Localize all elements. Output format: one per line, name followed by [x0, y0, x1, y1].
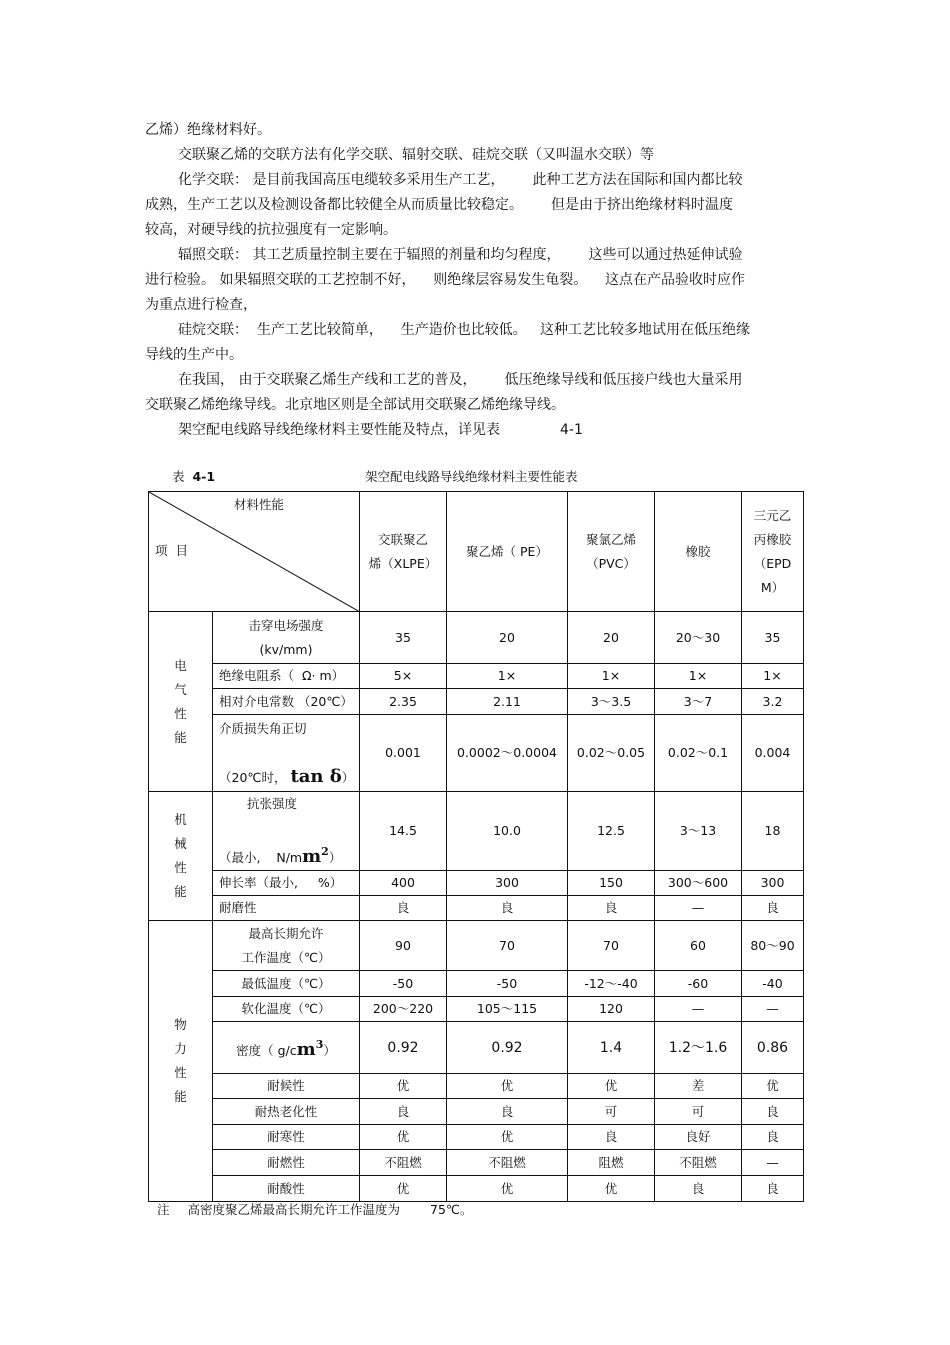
cell-value: 优: [568, 1074, 655, 1099]
cell-value: 优: [447, 1125, 568, 1150]
item-tensile-strength: 抗张强度 （最小, $N/mm^2$）: [213, 792, 360, 871]
table-row: [149, 792, 804, 871]
paragraph-12: 交联聚乙烯绝缘导线。北京地区则是全部试用交联聚乙烯绝缘导线。: [145, 397, 565, 413]
table-row: [149, 1099, 804, 1125]
group-mechanical: 机 械 性 能: [149, 792, 213, 921]
table-row: [149, 1176, 804, 1202]
cell-value: 1×: [655, 664, 742, 689]
header-material-properties: 材料性能: [234, 497, 285, 512]
paragraph-7: 进行检验。 如果辐照交联的工艺控制不好， 则绝缘层容易发生龟裂。 这点在产品验收时应作: [145, 272, 746, 288]
cell-value: 良: [655, 1176, 742, 1202]
table-row: [149, 871, 804, 896]
item-loss-tangent: 介质损失角正切 （20℃时， tan δ）: [213, 715, 360, 792]
cell-value: 3～13: [655, 792, 742, 871]
tan-delta-formula: tan δ: [290, 765, 342, 787]
table-number: 4-1: [192, 469, 216, 484]
cell-value: 120: [568, 997, 655, 1022]
cell-value: 300: [742, 871, 804, 896]
cell-value: 2.35: [360, 689, 447, 715]
cell-value: 5×: [360, 664, 447, 689]
properties-table: [148, 491, 804, 1202]
cell-value: 优: [447, 1074, 568, 1099]
cell-value: 3.2: [742, 689, 804, 715]
table-row: [149, 997, 804, 1022]
cell-value: 90: [360, 921, 447, 971]
cell-value: 可: [655, 1099, 742, 1125]
cell-value: 良: [360, 1099, 447, 1125]
cell-value: 300: [447, 871, 568, 896]
cell-value: 良: [742, 1125, 804, 1150]
table-row: [149, 896, 804, 921]
cell-value: 良: [447, 896, 568, 921]
cell-value: 3～3.5: [568, 689, 655, 715]
item-dielectric-constant: 相对介电常数 （20℃）: [213, 689, 360, 715]
table-row: [149, 689, 804, 715]
cell-value: 0.02～0.05: [568, 715, 655, 792]
cell-value: 1×: [447, 664, 568, 689]
cell-value: 优: [742, 1074, 804, 1099]
item-breakdown-strength: 击穿电场强度 (kv/mm): [213, 612, 360, 664]
paragraph-3: 化学交联： 是目前我国高压电缆较多采用生产工艺， 此种工艺方法在国际和国内都比较: [178, 172, 743, 188]
item-max-operating-temp: 最高长期允许 工作温度（℃）: [213, 921, 360, 971]
table-row: [149, 715, 804, 792]
cell-value: 35: [742, 612, 804, 664]
table-header-row: [149, 492, 804, 612]
paragraph-10: 导线的生产中。: [145, 347, 243, 363]
paragraph-5: 较高，对硬导线的抗拉强度有一定影响。: [145, 222, 397, 238]
cell-value: 良: [568, 896, 655, 921]
item-flame-resistance: 耐燃性: [213, 1150, 360, 1176]
table-row: [149, 971, 804, 997]
cell-value: 可: [568, 1099, 655, 1125]
cell-value: -50: [360, 971, 447, 997]
cell-value: 0.02～0.1: [655, 715, 742, 792]
col-header-pe: 聚乙烯（ PE）: [447, 492, 568, 612]
table-row: [149, 612, 804, 664]
cell-value: 0.92: [447, 1022, 568, 1074]
item-weather-resistance: 耐候性: [213, 1074, 360, 1099]
item-heat-aging: 耐热老化性: [213, 1099, 360, 1125]
cell-value: 0.0002～0.0004: [447, 715, 568, 792]
paragraph-2: 交联聚乙烯的交联方法有化学交联、辐射交联、硅烷交联（又叫温水交联）等: [178, 147, 654, 163]
cell-value: 不阻燃: [360, 1150, 447, 1176]
cell-value: 优: [360, 1074, 447, 1099]
cell-value: 70: [568, 921, 655, 971]
cell-value: 35: [360, 612, 447, 664]
cell-value: 良: [742, 1099, 804, 1125]
group-physical: 物 力 性 能: [149, 921, 213, 1202]
cell-value: —: [655, 896, 742, 921]
cell-value: -40: [742, 971, 804, 997]
col-header-rubber: 橡胶: [655, 492, 742, 612]
cell-value: 300～600: [655, 871, 742, 896]
table-row: [149, 921, 804, 971]
cell-value: 1.2～1.6: [655, 1022, 742, 1074]
paragraph-13: 架空配电线路导线绝缘材料主要性能及特点，详见表 4-1: [178, 422, 583, 438]
header-corner-cell: [149, 492, 360, 612]
cell-value: 1.4: [568, 1022, 655, 1074]
cell-value: 14.5: [360, 792, 447, 871]
table-title: 架空配电线路导线绝缘材料主要性能表: [365, 469, 578, 484]
cell-value: —: [742, 1150, 804, 1176]
table-row: [149, 1125, 804, 1150]
cell-value: 18: [742, 792, 804, 871]
cell-value: 0.004: [742, 715, 804, 792]
col-header-pvc: 聚氯乙烯 （PVC）: [568, 492, 655, 612]
cell-value: 良好: [655, 1125, 742, 1150]
table-row: [149, 1022, 804, 1074]
cell-value: 良: [742, 896, 804, 921]
cell-value: 0.86: [742, 1022, 804, 1074]
cell-value: -12～-40: [568, 971, 655, 997]
cell-value: 0.001: [360, 715, 447, 792]
item-softening-temp: 软化温度（℃）: [213, 997, 360, 1022]
cell-value: 不阻燃: [655, 1150, 742, 1176]
cell-value: 20: [447, 612, 568, 664]
cell-value: 1×: [742, 664, 804, 689]
item-cold-resistance: 耐寒性: [213, 1125, 360, 1150]
table-row: [149, 664, 804, 689]
cell-value: 70: [447, 921, 568, 971]
cell-value: 20～30: [655, 612, 742, 664]
cell-value: 良: [742, 1176, 804, 1202]
cell-value: 400: [360, 871, 447, 896]
header-item: 项 目: [155, 543, 188, 558]
cell-value: 良: [360, 896, 447, 921]
cell-value: -50: [447, 971, 568, 997]
item-density: 密度（ $g/cm^3$）: [213, 1022, 360, 1074]
table-label: 表 4-1: [172, 469, 216, 484]
cell-value: 105～115: [447, 997, 568, 1022]
cell-value: 良: [568, 1125, 655, 1150]
table-row: [149, 1150, 804, 1176]
cell-value: 不阻燃: [447, 1150, 568, 1176]
cell-value: 1×: [568, 664, 655, 689]
item-acid-resistance: 耐酸性: [213, 1176, 360, 1202]
unit-m-squared: $m^2$: [302, 845, 329, 867]
item-elongation: 伸长率（最小, %）: [213, 871, 360, 896]
paragraph-1: 乙烯）绝缘材料好。: [145, 122, 271, 138]
group-electrical: 电 气 性 能: [149, 612, 213, 792]
paragraph-11: 在我国， 由于交联聚乙烯生产线和工艺的普及， 低压绝缘导线和低压接户线也大量采用: [178, 372, 743, 388]
cell-value: 0.92: [360, 1022, 447, 1074]
cell-value: 优: [360, 1176, 447, 1202]
cell-value: 10.0: [447, 792, 568, 871]
cell-value: 优: [360, 1125, 447, 1150]
cell-value: 差: [655, 1074, 742, 1099]
unit-m-cubed: $m^3$: [296, 1037, 324, 1060]
cell-value: —: [655, 997, 742, 1022]
paragraph-4: 成熟，生产工艺以及检测设备都比较健全从而质量比较稳定。 但是由于挤出绝缘材料时温度: [145, 197, 733, 213]
paragraph-6: 辐照交联： 其工艺质量控制主要在于辐照的剂量和均匀程度， 这些可以通过热延伸试验: [178, 247, 743, 263]
cell-value: 12.5: [568, 792, 655, 871]
cell-value: —: [742, 997, 804, 1022]
cell-value: 阻燃: [568, 1150, 655, 1176]
cell-value: 80～90: [742, 921, 804, 971]
item-insulation-resistance: 绝缘电阻系（ Ω· m）: [213, 664, 360, 689]
col-header-epdm: 三元乙 丙橡胶 （EPD M）: [742, 492, 804, 612]
item-min-temp: 最低温度（℃）: [213, 971, 360, 997]
cell-value: 2.11: [447, 689, 568, 715]
cell-value: 20: [568, 612, 655, 664]
cell-value: 优: [447, 1176, 568, 1202]
table-note: 注 高密度聚乙烯最高长期允许工作温度为 75℃。: [157, 1202, 473, 1217]
cell-value: 60: [655, 921, 742, 971]
cell-value: 优: [568, 1176, 655, 1202]
cell-value: 150: [568, 871, 655, 896]
cell-value: 良: [447, 1099, 568, 1125]
cell-value: -60: [655, 971, 742, 997]
item-abrasion-resistance: 耐磨性: [213, 896, 360, 921]
paragraph-9: 硅烷交联： 生产工艺比较简单， 生产造价也比较低。 这种工艺比较多地试用在低压绝缘: [178, 322, 751, 338]
col-header-xlpe: 交联聚乙 烯（XLPE）: [360, 492, 447, 612]
table-row: [149, 1074, 804, 1099]
paragraph-8: 为重点进行检查，: [145, 297, 257, 313]
cell-value: 3～7: [655, 689, 742, 715]
cell-value: 200～220: [360, 997, 447, 1022]
